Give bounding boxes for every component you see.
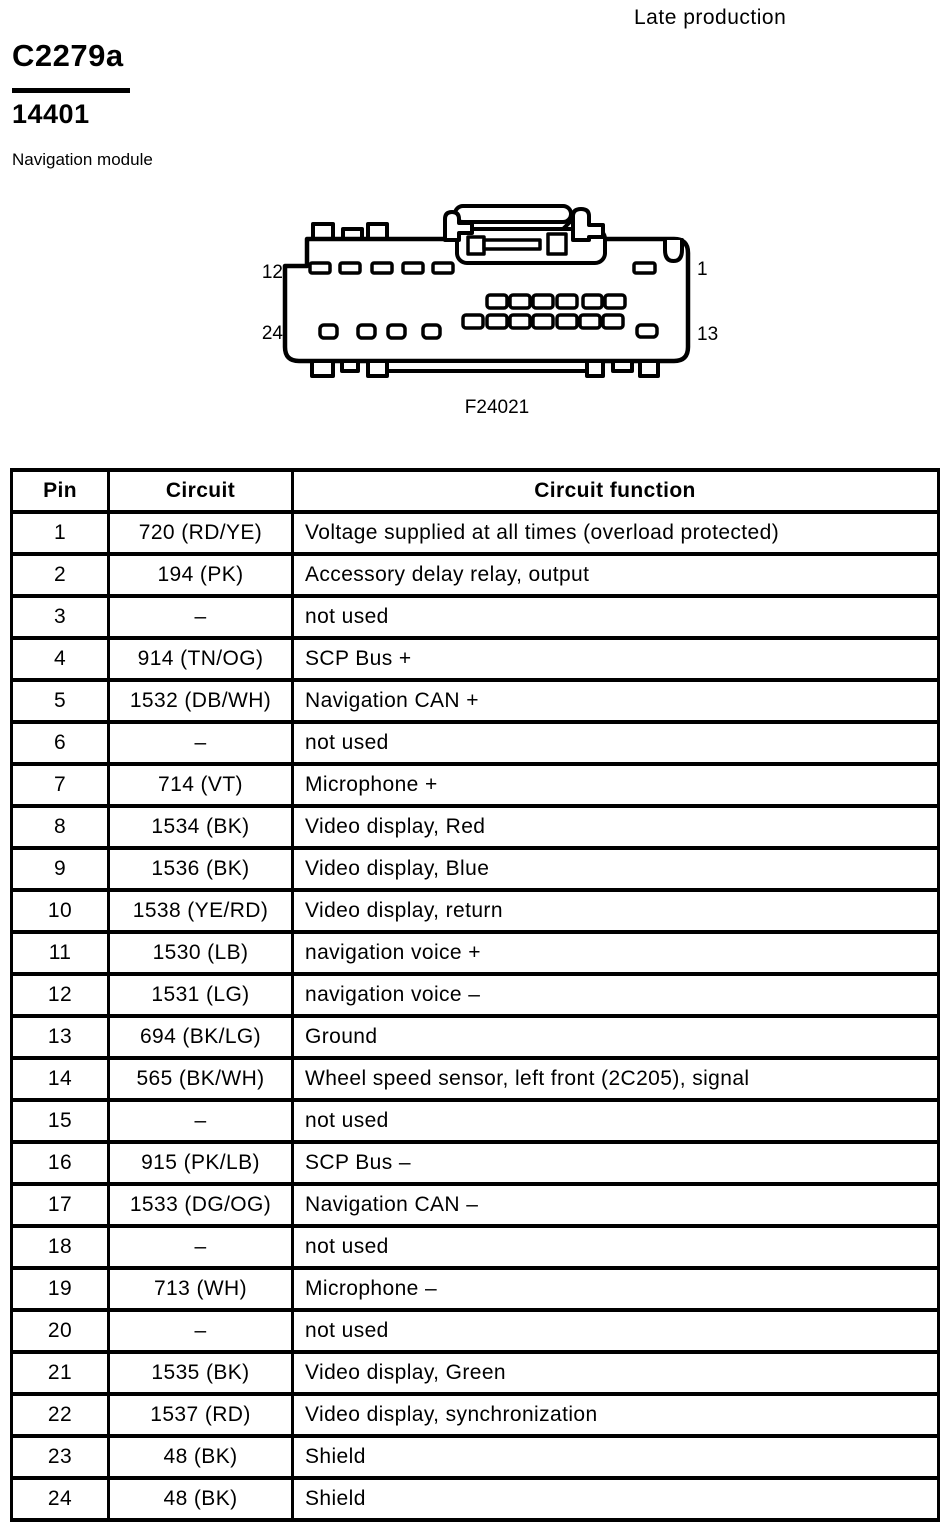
table-row — [12, 680, 939, 722]
pin-cell: 23 — [12, 1436, 109, 1478]
function-cell: Navigation CAN – — [293, 1184, 939, 1226]
circuit-cell: – — [109, 596, 293, 638]
pin-row-middle-lower-slots — [463, 315, 623, 328]
circuit-cell: – — [109, 1310, 293, 1352]
table-row — [12, 1268, 939, 1310]
pin-cell: 2 — [12, 554, 109, 596]
circuit-cell: 720 (RD/YE) — [109, 512, 293, 554]
connector-id-title: C2279a — [12, 38, 130, 93]
figure-id-caption: F24021 — [464, 397, 530, 418]
pin-cell: 8 — [12, 806, 109, 848]
pin-cell: 3 — [12, 596, 109, 638]
circuit-cell: 1534 (BK) — [109, 806, 293, 848]
table-row — [12, 1142, 939, 1184]
table-row — [12, 554, 939, 596]
function-cell: not used — [293, 1100, 939, 1142]
table-row — [12, 596, 939, 638]
circuit-cell: 565 (BK/WH) — [109, 1058, 293, 1100]
pin-cell: 1 — [12, 512, 109, 554]
pin-cell: 16 — [12, 1142, 109, 1184]
pin-cell: 21 — [12, 1352, 109, 1394]
pin-label-top-right: 1 — [697, 259, 708, 280]
circuit-cell: 1531 (LG) — [109, 974, 293, 1016]
connector-latch — [445, 206, 605, 263]
function-cell: Shield — [293, 1436, 939, 1478]
circuit-cell: – — [109, 1100, 293, 1142]
table-row — [12, 638, 939, 680]
circuit-cell: 1537 (RD) — [109, 1394, 293, 1436]
table-row — [12, 1100, 939, 1142]
function-cell: Accessory delay relay, output — [293, 554, 939, 596]
function-cell: Voltage supplied at all times (overload protected) — [293, 512, 939, 554]
column-header-circuit: Circuit — [109, 470, 293, 512]
table-row — [12, 890, 939, 932]
circuit-cell: 194 (PK) — [109, 554, 293, 596]
pin-cell: 6 — [12, 722, 109, 764]
table-row — [12, 1058, 939, 1100]
circuit-cell: 714 (VT) — [109, 764, 293, 806]
function-cell: navigation voice – — [293, 974, 939, 1016]
function-cell: not used — [293, 1226, 939, 1268]
circuit-cell: – — [109, 1226, 293, 1268]
table-row — [12, 512, 939, 554]
function-cell: SCP Bus – — [293, 1142, 939, 1184]
pin-row-middle-upper-slots — [487, 295, 625, 308]
circuit-cell: 1538 (YE/RD) — [109, 890, 293, 932]
circuit-cell: – — [109, 722, 293, 764]
production-note: Late production — [634, 6, 787, 29]
table-row — [12, 1226, 939, 1268]
table-row — [12, 764, 939, 806]
table-row — [12, 806, 939, 848]
function-cell: Navigation CAN + — [293, 680, 939, 722]
column-header-pin: Pin — [12, 470, 109, 512]
circuit-cell: 1532 (DB/WH) — [109, 680, 293, 722]
table-row — [12, 974, 939, 1016]
table-row — [12, 1016, 939, 1058]
function-cell: SCP Bus + — [293, 638, 939, 680]
circuit-cell: 1535 (BK) — [109, 1352, 293, 1394]
pin-label-bottom-left: 24 — [261, 323, 283, 344]
pin-cell: 14 — [12, 1058, 109, 1100]
table-row — [12, 1352, 939, 1394]
pin-cell: 12 — [12, 974, 109, 1016]
circuit-cell: 48 (BK) — [109, 1478, 293, 1520]
function-cell: Video display, return — [293, 890, 939, 932]
table-row — [12, 848, 939, 890]
connector-diagram — [250, 195, 720, 420]
pin-cell: 22 — [12, 1394, 109, 1436]
pin-cell: 20 — [12, 1310, 109, 1352]
circuit-cell: 915 (PK/LB) — [109, 1142, 293, 1184]
pin-cell: 11 — [12, 932, 109, 974]
function-cell: Microphone + — [293, 764, 939, 806]
pin-table-body — [12, 512, 939, 1520]
circuit-cell: 1530 (LB) — [109, 932, 293, 974]
function-cell: Video display, Red — [293, 806, 939, 848]
pin-table-header — [12, 470, 939, 512]
function-cell: Video display, synchronization — [293, 1394, 939, 1436]
function-cell: navigation voice + — [293, 932, 939, 974]
table-row — [12, 1310, 939, 1352]
pin-cell: 24 — [12, 1478, 109, 1520]
module-name: Navigation module — [12, 150, 153, 169]
pin-cell: 15 — [12, 1100, 109, 1142]
function-cell: Shield — [293, 1478, 939, 1520]
table-row — [12, 1478, 939, 1520]
table-row — [12, 1436, 939, 1478]
table-row — [12, 932, 939, 974]
function-cell: Ground — [293, 1016, 939, 1058]
circuit-cell: 1533 (DG/OG) — [109, 1184, 293, 1226]
column-header-function: Circuit function — [293, 470, 939, 512]
circuit-cell: 694 (BK/LG) — [109, 1016, 293, 1058]
table-header-row — [12, 470, 939, 512]
circuit-cell: 48 (BK) — [109, 1436, 293, 1478]
connector-key-slot — [665, 240, 682, 261]
function-cell: not used — [293, 722, 939, 764]
pin-label-bottom-right: 13 — [697, 324, 719, 345]
function-cell: not used — [293, 1310, 939, 1352]
function-cell: Wheel speed sensor, left front (2C205), signal — [293, 1058, 939, 1100]
function-cell: Video display, Green — [293, 1352, 939, 1394]
pin-cell: 7 — [12, 764, 109, 806]
table-row — [12, 722, 939, 764]
circuit-cell: 914 (TN/OG) — [109, 638, 293, 680]
pin-circuit-table — [10, 468, 940, 1522]
pin-cell: 19 — [12, 1268, 109, 1310]
pin-cell: 17 — [12, 1184, 109, 1226]
pin-cell: 10 — [12, 890, 109, 932]
function-cell: Microphone – — [293, 1268, 939, 1310]
function-cell: Video display, Blue — [293, 848, 939, 890]
pin-cell: 9 — [12, 848, 109, 890]
circuit-cell: 1536 (BK) — [109, 848, 293, 890]
circuit-cell: 713 (WH) — [109, 1268, 293, 1310]
pin-cell: 5 — [12, 680, 109, 722]
table-row — [12, 1394, 939, 1436]
pin-cell: 4 — [12, 638, 109, 680]
pin-cell: 18 — [12, 1226, 109, 1268]
pin-cell: 13 — [12, 1016, 109, 1058]
function-cell: not used — [293, 596, 939, 638]
pin-label-top-left: 12 — [261, 262, 283, 283]
part-number: 14401 — [12, 99, 90, 129]
table-row — [12, 1184, 939, 1226]
